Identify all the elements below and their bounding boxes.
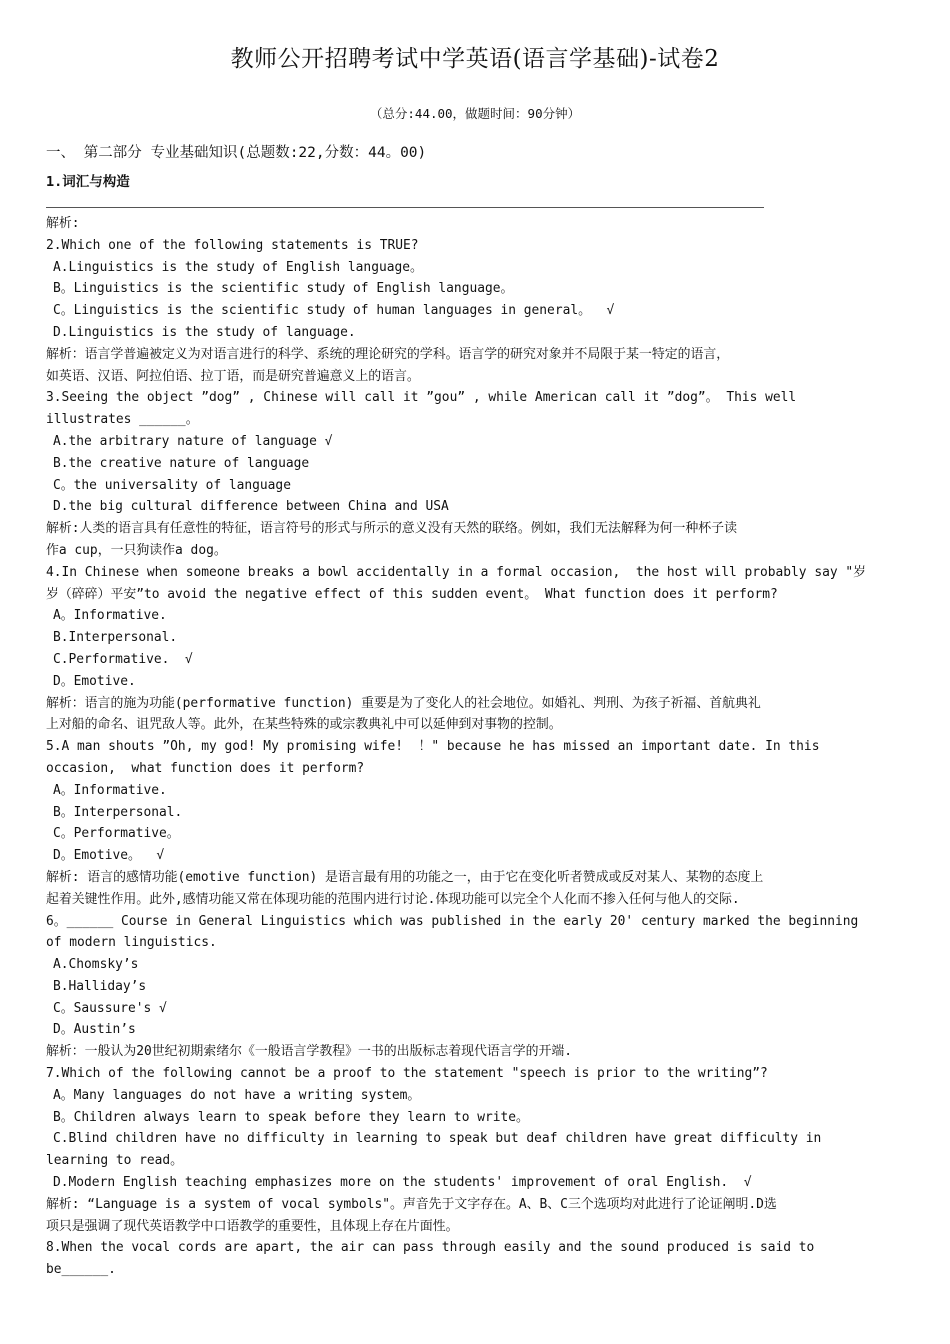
question-text: 7.Which of the following cannot be a proof to the statement "speech is prior to the writing”?: [46, 1066, 768, 1082]
analysis-text: 解析:人类的语言具有任意性的特征，语言符号的形式与所示的意义没有天然的联络。例如，我们无法解释为何一种杯子读: [46, 521, 737, 537]
analysis-text: 解析：语言的施为功能(performative function) 重要是为了变化人的社会地位。如婚礼、判刑、为孩子祈福、首航典礼: [46, 695, 761, 711]
answer-option: B。Interpersonal.: [53, 804, 183, 820]
question-text: learning to read。: [46, 1153, 184, 1169]
answer-option: C。the universality of language: [53, 477, 291, 493]
answer-option: C。Linguistics is the scientific study of human languages in general。 √: [53, 303, 615, 319]
analysis-text: 解析:: [46, 216, 80, 231]
answer-option: A.Chomsky’s: [53, 957, 139, 973]
answer-option: B.Halliday’s: [53, 978, 147, 994]
answer-option: C。Saussure's √: [53, 1000, 167, 1016]
answer-option: D.Linguistics is the study of language.: [53, 324, 356, 340]
answer-option: C。Performative。: [53, 826, 180, 842]
question-text: 4.In Chinese when someone breaks a bowl accidentally in a formal occasion, the host will probably say "岁: [46, 564, 867, 580]
question-text: 5.A man shouts ”Oh, my god! My promising wife! ！" because he has missed an important date. In this: [46, 739, 820, 755]
analysis-text: 如英语、汉语、阿拉伯语、拉丁语，而是研究普遍意义上的语言。: [46, 368, 420, 384]
answer-option: D。Austin’s: [53, 1022, 136, 1038]
answer-option: A.the arbitrary nature of language √: [53, 433, 333, 449]
question-list: [46, 213, 908, 1281]
question-text: illustrates ______。: [46, 412, 199, 428]
answer-option: A。Many languages do not have a writing system。: [53, 1087, 421, 1103]
page-title: 教师公开招聘考试中学英语(语言学基础)-试卷2: [230, 46, 720, 72]
answer-option: A。Informative.: [53, 608, 167, 624]
analysis-text: 起着关键性作用。此外,感情功能又常在体现功能的范围内进行讨论.体现功能可以完全个人化而不掺入任何与他人的交际.: [46, 891, 740, 907]
answer-option: C.Performative. √: [53, 651, 193, 667]
answer-option: B。Linguistics is the scientific study of English language。: [53, 281, 514, 297]
question-text: 8.When the vocal cords are apart, the air can pass through easily and the sound produced is said to: [46, 1240, 815, 1256]
answer-option: B.Interpersonal.: [53, 630, 178, 646]
question-text: be______.: [46, 1262, 116, 1278]
analysis-text: 解析: 语言的感情功能(emotive function) 是语言最有用的功能之一，由于它在变化听者赞成或反对某人、某物的态度上: [46, 869, 764, 885]
question-text: occasion, what function does it perform?: [46, 760, 365, 776]
answer-option: C.Blind children have no difficulty in learning to speak but deaf children have great difficulty in: [53, 1131, 822, 1147]
exam-meta: （总分:44.00，做题时间：90分钟）: [369, 106, 581, 121]
subsection-heading: 1.词汇与构造: [46, 174, 130, 190]
answer-blank-line: [46, 207, 764, 208]
question-text: 2.Which one of the following statements is TRUE?: [46, 237, 419, 253]
answer-option: D。Emotive。 √: [53, 848, 165, 864]
question-text: 3.Seeing the object ”dog” , Chinese will call it ”gou” , while American call it ”dog”。 This well: [46, 390, 797, 406]
answer-option: B.the creative nature of language: [53, 455, 310, 471]
answer-option: A。Informative.: [53, 782, 167, 798]
analysis-text: 解析：语言学普遍被定义为对语言进行的科学、系统的理论研究的学科。语言学的研究对象并不局限于某一特定的语言，: [46, 346, 730, 362]
question-text: of modern linguistics.: [46, 935, 217, 951]
section-heading: 一、 第二部分 专业基础知识(总题数:22,分数：44。00): [46, 145, 427, 161]
answer-option: D.Modern English teaching emphasizes more on the students' improvement of oral English. √: [53, 1175, 752, 1191]
answer-option: A.Linguistics is the study of English language。: [53, 259, 423, 275]
question-text: 6。______ Course in General Linguistics which was published in the early 20' century marked the beginning: [46, 913, 859, 929]
analysis-text: 解析: “Language is a system of vocal symbols"。声音先于文字存在。A、B、C三个选项均对此进行了论证阐明.D选: [46, 1196, 777, 1212]
analysis-text: 项只是强调了现代英语教学中口语教学的重要性，且体现上存在片面性。: [46, 1218, 459, 1234]
analysis-text: 作a cup，一只狗读作a dog。: [46, 542, 227, 558]
answer-option: B。Children always learn to speak before they learn to write。: [53, 1109, 529, 1125]
analysis-text: 解析：一般认为20世纪初期索绪尔《一般语言学教程》一书的出版标志着现代语言学的开端.: [46, 1044, 573, 1060]
answer-option: D。Emotive.: [53, 673, 136, 689]
question-text: 岁（碎碎）平安”to avoid the negative effect of this sudden event。 What function does it perform?: [46, 586, 778, 602]
answer-option: D.the big cultural difference between China and USA: [53, 499, 449, 515]
analysis-text: 上对船的命名、诅咒敌人等。此外，在某些特殊的或宗教典礼中可以延伸到对事物的控制。: [46, 717, 562, 733]
